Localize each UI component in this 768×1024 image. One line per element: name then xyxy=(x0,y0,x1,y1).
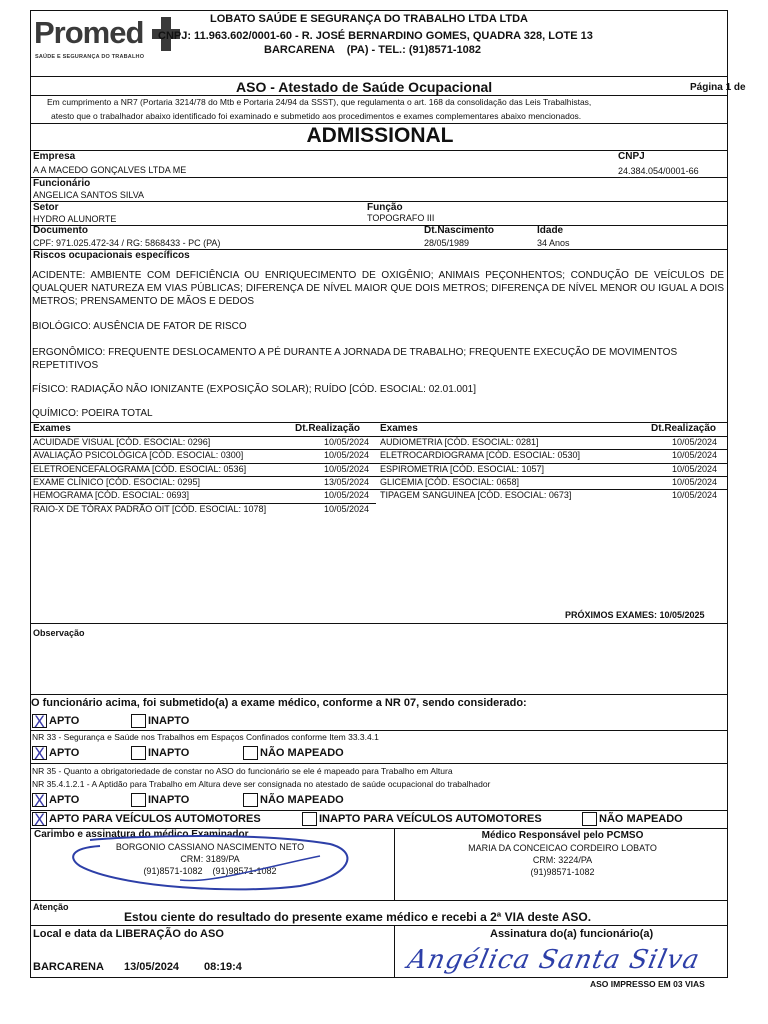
risk-acidente: ACIDENTE: AMBIENTE COM DEFICIÊNCIA OU ENRIQUECIMENTO DE OXIGÊNIO; ANIMAIS PEÇONHENTOS; CONDUÇÃO DE VEÍCULOS DE QUALQUER NATUREZA EM VIAS PÚBLICAS; DIFERENÇA DE NÍVEL MAIOR QUE DOIS METROS; DIFERENÇA DE NÍVEL MENOR OU IGUAL A DOIS METROS; PRENSAMENTO DE MÃOS E DEDOS xyxy=(32,270,724,307)
cnpj-label: CNPJ xyxy=(618,151,645,162)
nr33-inapto-checkbox[interactable] xyxy=(131,746,146,760)
liberacao-time: 08:19:4 xyxy=(204,961,242,973)
nr35-nao-mapeado-label: NÃO MAPEADO xyxy=(260,794,344,806)
exam-date: 10/05/2024 xyxy=(672,463,718,474)
pcmso-phone: (91)98571-1082 xyxy=(530,867,595,877)
risk-quimico: QUÍMICO: POEIRA TOTAL xyxy=(32,408,153,419)
table-row xyxy=(31,490,727,503)
employee-signature: Angélica Santa Silva xyxy=(404,945,703,975)
empresa-label: Empresa xyxy=(33,151,76,162)
funcionario-value: ANGELICA SANTOS SILVA xyxy=(33,190,145,200)
exam-date: 13/05/2024 xyxy=(324,476,370,487)
nascimento-label: Dt.Nascimento xyxy=(424,225,495,236)
nr35-apto-label: APTO xyxy=(49,794,80,806)
funcionario-label: Funcionário xyxy=(33,178,91,189)
nr35-text: NR 35 - Quanto a obrigatoriedade de constar no ASO do funcionário se ele é mapeado para Trabalho em Altura xyxy=(32,766,453,776)
intro-line-2: atesto que o trabalhador abaixo identificado foi examinado e submetido aos procedimentos e exames complementares abaixo mencionados. xyxy=(51,111,582,121)
exam-date: 10/05/2024 xyxy=(672,476,718,487)
apto-divider xyxy=(30,730,728,731)
exam-name: EXAME CLÍNICO [CÓD. ESOCIAL: 0295] xyxy=(33,476,201,487)
nr35-1-text: NR 35.4.1.2.1 - A Aptidão para Trabalho em Altura deve ser consignada no atestado de saúde ocupacional do trabalhador xyxy=(32,779,491,789)
exam-name: RAIO-X DE TÓRAX PADRÃO OIT [CÓD. ESOCIAL: 1078] xyxy=(33,503,267,514)
inapto-checkbox[interactable] xyxy=(131,714,146,728)
pcmso-crm: CRM: 3224/PA xyxy=(532,855,593,865)
acknowledgement-text: Estou ciente do resultado do presente exame médico e recebi a 2ª VIA deste ASO. xyxy=(124,910,592,924)
veiculos-inapto-label: INAPTO PARA VEÍCULOS AUTOMOTORES xyxy=(319,813,542,825)
company-address: CNPJ: 11.963.602/0001-60 - R. JOSÉ BERNARDINO GOMES, QUADRA 328, LOTE 13 xyxy=(158,30,593,42)
logo-text: Promed xyxy=(34,15,144,50)
exam-name: TIPAGEM SANGUINEA [CÓD. ESOCIAL: 0673] xyxy=(380,490,572,501)
veiculos-nao-mapeado-label: NÃO MAPEADO xyxy=(599,813,683,825)
exam-name: AVALIAÇÃO PSICOLÓGICA [CÓD. ESOCIAL: 0300] xyxy=(33,450,244,461)
exam-type-title: ADMISSIONAL xyxy=(306,124,454,147)
setor-value: HYDRO ALUNORTE xyxy=(33,214,117,224)
apto-label: APTO xyxy=(49,715,80,727)
examiner-crm: CRM: 3189/PA xyxy=(180,854,240,864)
exam-name: ESPIROMETRIA [CÓD. ESOCIAL: 1057] xyxy=(380,463,545,474)
exam-date: 10/05/2024 xyxy=(324,450,370,461)
liberacao-label: Local e data da LIBERAÇÃO do ASO xyxy=(33,928,224,940)
assinatura-label: Assinatura do(a) funcionário(a) xyxy=(490,928,654,940)
nr33-inapto-label: INAPTO xyxy=(148,747,190,759)
exams-col-left: Exames xyxy=(33,423,71,434)
doctors-divider xyxy=(30,900,728,901)
documento-label: Documento xyxy=(33,225,88,236)
date-col-left: Dt.Realização xyxy=(295,423,361,434)
idade-label: Idade xyxy=(537,225,564,236)
exam-date: 10/05/2024 xyxy=(672,490,718,501)
header-divider xyxy=(30,76,728,77)
pcmso-label: Médico Responsável pelo PCMSO xyxy=(481,830,644,841)
empresa-divider xyxy=(30,177,728,178)
footer-separator xyxy=(394,925,395,978)
table-row xyxy=(31,504,727,517)
doctors-separator xyxy=(394,828,395,900)
risk-ergonomico: ERGONÔMICO: FREQUENTE DESLOCAMENTO A PÉ DURANTE A JORNADA DE TRABALHO; FREQUENTE EXECUÇÃO DE MOVIMENTOS REPETITIVOS xyxy=(32,347,678,371)
risk-biologico: BIOLÓGICO: AUSÊNCIA DE FATOR DE RISCO xyxy=(32,321,247,332)
conclusion-statement: O funcionário acima, foi submetido(a) a exame médico, conforme a NR 07, sendo considerado: xyxy=(31,697,527,709)
idade-value: 34 Anos xyxy=(537,238,570,248)
nr33-nao-mapeado-label: NÃO MAPEADO xyxy=(260,747,344,759)
intro-line-1: Em cumprimento a NR7 (Portaria 3214/78 do Mtb e Portaria 24/94 da SSST), que regulamenta o art. 168 da consolidação das Leis Trabalhistas, xyxy=(47,97,592,107)
pcmso-name: MARIA DA CONCEICAO CORDEIRO LOBATO xyxy=(468,843,657,853)
table-row xyxy=(31,464,727,477)
inapto-label: INAPTO xyxy=(148,715,190,727)
examiner-signature-icon xyxy=(60,826,370,896)
empresa-value: A A MACEDO GONÇALVES LTDA ME xyxy=(33,165,187,175)
veiculos-apto-label: APTO PARA VEÍCULOS AUTOMOTORES xyxy=(49,813,261,825)
exam-name: ELETROCARDIOGRAMA [CÓD. ESOCIAL: 0530] xyxy=(380,450,581,461)
veiculos-nao-mapeado-checkbox[interactable] xyxy=(582,812,597,826)
exam-date: 10/05/2024 xyxy=(324,463,370,474)
logo-tagline: SAÚDE E SEGURANÇA DO TRABALHO xyxy=(35,54,145,60)
next-exams: PRÓXIMOS EXAMES: 10/05/2025 xyxy=(565,610,705,620)
title-divider xyxy=(30,95,728,96)
atencao-label: Atenção xyxy=(33,902,69,912)
nr35-inapto-checkbox[interactable] xyxy=(131,793,146,807)
risks-label: Riscos ocupacionais específicos xyxy=(33,250,190,261)
aso-printed-note: ASO IMPRESSO EM 03 VIAS xyxy=(590,979,705,989)
exam-date: 10/05/2024 xyxy=(324,490,370,501)
exams-top-divider xyxy=(30,422,728,423)
nascimento-value: 28/05/1989 xyxy=(424,238,470,248)
nr33-divider xyxy=(30,763,728,764)
exam-name: ELETROENCEFALOGRAMA [CÓD. ESOCIAL: 0536] xyxy=(33,463,247,474)
exam-name: HEMOGRAMA [CÓD. ESOCIAL: 0693] xyxy=(33,490,190,501)
veiculos-apto-checkbox[interactable] xyxy=(32,812,47,826)
company-name: LOBATO SAÚDE E SEGURANÇA DO TRABALHO LTDA LTDA xyxy=(210,13,528,25)
nr35-apto-checkbox[interactable] xyxy=(32,793,47,807)
liberacao-date: 13/05/2024 xyxy=(124,961,180,973)
nr33-apto-checkbox[interactable] xyxy=(32,746,47,760)
exam-name: AUDIOMETRIA [CÓD. ESOCIAL: 0281] xyxy=(380,437,539,447)
exam-date: 10/05/2024 xyxy=(672,450,718,461)
nr33-nao-mapeado-checkbox[interactable] xyxy=(243,746,258,760)
exam-name: GLICEMIA [CÓD. ESOCIAL: 0658] xyxy=(380,476,520,487)
date-col-right: Dt.Realização xyxy=(651,423,717,434)
exam-date: 10/05/2024 xyxy=(324,437,370,447)
funcao-value: TOPOGRAFO III xyxy=(367,213,435,223)
aso-title: ASO - Atestado de Saúde Ocupacional xyxy=(236,79,493,95)
table-row xyxy=(31,477,727,490)
observacao-divider xyxy=(30,694,728,695)
nr33-text: NR 33 - Segurança e Saúde nos Trabalhos em Espaços Confinados conforme Item 33.3.4.1 xyxy=(32,732,379,742)
exam-date: 10/05/2024 xyxy=(672,437,718,447)
examiner-label: Carimbo e assinatura do médico Examinador xyxy=(34,829,249,840)
funcao-label: Função xyxy=(367,202,403,213)
setor-divider xyxy=(30,225,728,226)
nr35-divider xyxy=(30,810,728,811)
apto-checkbox[interactable] xyxy=(32,714,47,728)
veiculos-inapto-checkbox[interactable] xyxy=(302,812,317,826)
examiner-name: BORGONIO CASSIANO NASCIMENTO NETO xyxy=(115,842,305,852)
exams-bottom-divider xyxy=(30,623,728,624)
page-label: Página 1 de xyxy=(690,82,746,93)
observacao-label: Observação xyxy=(33,628,85,638)
nr35-inapto-label: INAPTO xyxy=(148,794,190,806)
liberacao-local: BARCARENA xyxy=(33,961,104,973)
table-row xyxy=(31,450,727,463)
nr33-apto-label: APTO xyxy=(49,747,80,759)
exam-date: 10/05/2024 xyxy=(324,503,370,514)
exam-name: ACUIDADE VISUAL [CÓD. ESOCIAL: 0296] xyxy=(33,437,211,447)
documento-value: CPF: 971.025.472-34 / RG: 5868433 - PC (PA) xyxy=(33,238,221,248)
setor-label: Setor xyxy=(33,202,59,213)
examiner-phones: (91)8571-1082 (91)98571-1082 xyxy=(143,866,277,876)
company-city-phone: BARCARENA (PA) - TEL.: (91)8571-1082 xyxy=(264,44,481,56)
table-row xyxy=(31,437,727,450)
exams-col-right: Exames xyxy=(380,423,418,434)
cnpj-value: 24.384.054/0001-66 xyxy=(618,166,699,176)
risk-fisico: FÍSICO: RADIAÇÃO NÃO IONIZANTE (EXPOSIÇÃO SOLAR); RUÍDO [CÓD. ESOCIAL: 02.01.001] xyxy=(32,384,476,395)
nr35-nao-mapeado-checkbox[interactable] xyxy=(243,793,258,807)
atencao-divider xyxy=(30,925,728,926)
